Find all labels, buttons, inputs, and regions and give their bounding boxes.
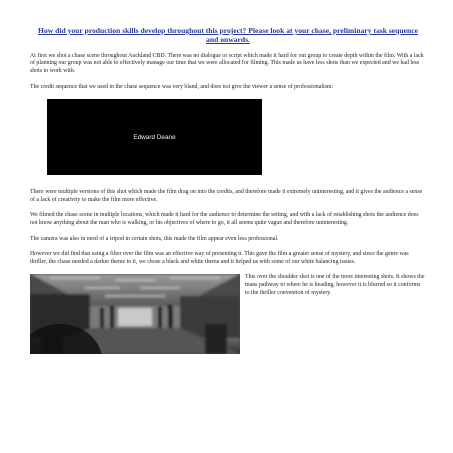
- paragraph-tripod: The camera was also in need of a tripod in certain shots, this made the film appear even less professional.: [30, 235, 279, 242]
- document-title: How did your production skills develop throughout this project? Please look at your chase, preliminary task sequence and onwards.: [38, 26, 418, 45]
- document-page: [30, 26, 426, 354]
- paragraph-multiple-versions: There were multiple versions of this shot which made the film drag on into the credits, and therefore made it extremely uninteresting, and it gives the audience a sense of a lack of creativity to make the film more effective.: [30, 189, 423, 203]
- credit-sequence-still: [47, 99, 262, 175]
- over-shoulder-section: [30, 274, 426, 354]
- credit-name-text: Edward Deane: [133, 134, 176, 142]
- paragraph-intro: At first we shot a chase scene throughout Auckland CBD. There was no dialogue or script which made it hard for out group to create depth within the film. With a lack of planning our group was not able to effectively manage our time that we were allocated for filming. This made us have less shots than we expected and we had less shots to work with.: [30, 52, 424, 74]
- paragraph-over-shoulder: This over the shoulder shot is one of the more interesting shots. It shows the mans pathway to where he is heading, however it is blurred so it conforms to the thriller convention of mystery.: [245, 274, 425, 296]
- paragraph-locations: We filmed the chase scene in multiple locations, which made it hard for the audience to determine the setting, and with a lack of establishing shots the audience does not know anything about the man who is walking, or his objectives of where to go, it all seems quite vague and therefore uninteresting.: [30, 212, 419, 226]
- paragraph-credit-sequence: The credit sequence that we used in the chase sequence was very bland, and does not give the viewer a sense of professionalism:: [30, 83, 334, 90]
- paragraph-filter: However we did find that using a filter over the film was an effective way of presenting it. This gave the film a greater sense of mystery, and since the genre was thriller, the chase needed a darker theme to it, we chose a black and white theme and it helped us with some of our white balancing issues.: [30, 251, 409, 265]
- over-shoulder-shot-image: [30, 274, 240, 354]
